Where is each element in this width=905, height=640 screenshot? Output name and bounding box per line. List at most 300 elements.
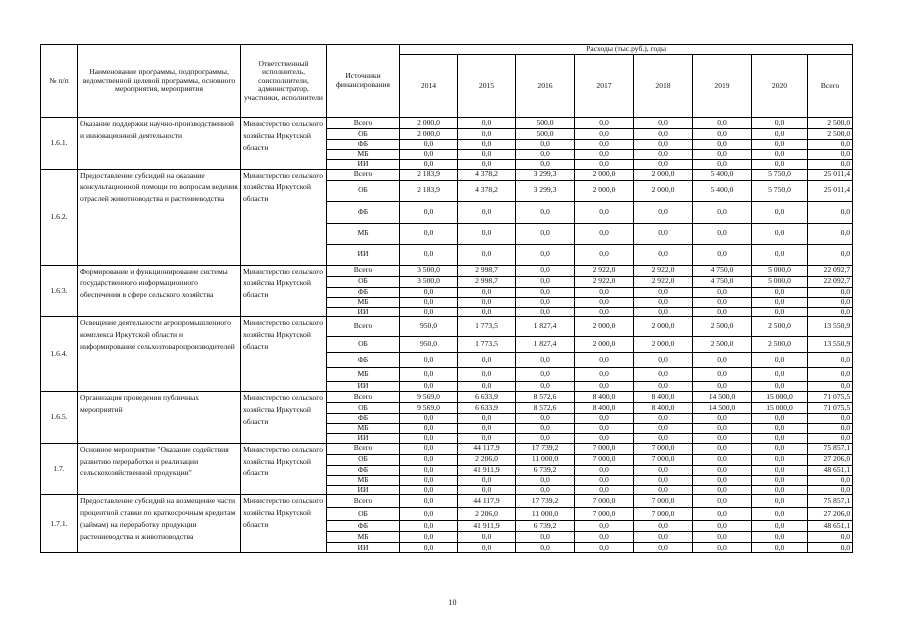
- value-cell: 41 911,9: [458, 521, 516, 532]
- value-cell: 0,0: [575, 129, 634, 140]
- funding-source: ОБ: [327, 403, 400, 414]
- funding-source: МБ: [327, 424, 400, 434]
- value-cell: 0,0: [752, 307, 808, 317]
- value-cell: 0,0: [516, 276, 575, 287]
- value-cell: 0,0: [634, 353, 693, 368]
- value-cell: 0,0: [516, 485, 575, 495]
- value-cell: 0,0: [634, 532, 693, 543]
- item-name: Формирование и функционирование системы государственного информационного обеспечения в сфере сельского хозяйства: [78, 265, 241, 317]
- value-cell: 4 750,0: [693, 265, 752, 276]
- value-cell: 2 500,0: [693, 337, 752, 353]
- value-cell: 0,0: [458, 140, 516, 150]
- value-cell: 0,0: [516, 434, 575, 444]
- funding-source: Всего: [327, 443, 400, 454]
- value-cell: 8 400,0: [634, 403, 693, 414]
- funding-source: МБ: [327, 532, 400, 543]
- item-code: 1.6.2.: [41, 169, 78, 265]
- value-cell: 0,0: [575, 118, 634, 129]
- value-cell: 0,0: [752, 160, 808, 170]
- value-cell: 0,0: [400, 201, 458, 223]
- total-cell: 0,0: [808, 414, 853, 424]
- funding-source: ИИ: [327, 160, 400, 170]
- value-cell: 0,0: [400, 244, 458, 265]
- table-row: [41, 265, 853, 276]
- value-cell: 0,0: [458, 287, 516, 297]
- item-responsible: Министерство сельского хозяйства Иркутской области: [241, 495, 327, 553]
- value-cell: 0,0: [516, 201, 575, 223]
- value-cell: 2 922,0: [575, 265, 634, 276]
- funding-source: ОБ: [327, 508, 400, 521]
- funding-source: ОБ: [327, 337, 400, 353]
- value-cell: 500,0: [516, 118, 575, 129]
- value-cell: 0,0: [634, 287, 693, 297]
- value-cell: 8 400,0: [634, 392, 693, 403]
- value-cell: 5 400,0: [693, 180, 752, 201]
- value-cell: 0,0: [634, 424, 693, 434]
- item-code: 1.6.4.: [41, 317, 78, 392]
- value-cell: 0,0: [400, 532, 458, 543]
- value-cell: 0,0: [458, 485, 516, 495]
- value-cell: 0,0: [458, 424, 516, 434]
- total-cell: 0,0: [808, 201, 853, 223]
- value-cell: 0,0: [752, 521, 808, 532]
- value-cell: 0,0: [693, 543, 752, 553]
- total-cell: 22 092,7: [808, 276, 853, 287]
- header-year: 2016: [516, 55, 575, 118]
- value-cell: 0,0: [400, 382, 458, 392]
- value-cell: 0,0: [693, 140, 752, 150]
- total-cell: 0,0: [808, 287, 853, 297]
- item-responsible: Министерство сельского хозяйства Иркутской области: [241, 265, 327, 317]
- value-cell: 0,0: [693, 353, 752, 368]
- value-cell: 5 000,0: [752, 265, 808, 276]
- total-cell: 0,0: [808, 485, 853, 495]
- value-cell: 9 569,0: [400, 392, 458, 403]
- header-year: 2015: [458, 55, 516, 118]
- value-cell: 0,0: [693, 382, 752, 392]
- value-cell: 0,0: [400, 287, 458, 297]
- value-cell: 0,0: [693, 508, 752, 521]
- value-cell: 0,0: [575, 414, 634, 424]
- value-cell: 0,0: [400, 521, 458, 532]
- value-cell: 0,0: [634, 140, 693, 150]
- total-cell: 0,0: [808, 353, 853, 368]
- value-cell: 2 000,0: [575, 337, 634, 353]
- total-cell: 0,0: [808, 244, 853, 265]
- value-cell: 17 739,2: [516, 443, 575, 454]
- funding-source: МБ: [327, 150, 400, 160]
- value-cell: 0,0: [752, 150, 808, 160]
- value-cell: 2 000,0: [634, 317, 693, 337]
- value-cell: 0,0: [693, 475, 752, 485]
- value-cell: 0,0: [634, 201, 693, 223]
- value-cell: 15 000,0: [752, 392, 808, 403]
- value-cell: 0,0: [693, 118, 752, 129]
- value-cell: 2 998,7: [458, 265, 516, 276]
- value-cell: 2 000,0: [575, 180, 634, 201]
- value-cell: 0,0: [575, 424, 634, 434]
- value-cell: 2 000,0: [400, 129, 458, 140]
- value-cell: 0,0: [516, 353, 575, 368]
- value-cell: 0,0: [400, 368, 458, 382]
- value-cell: 950,0: [400, 337, 458, 353]
- funding-source: МБ: [327, 368, 400, 382]
- value-cell: 0,0: [693, 244, 752, 265]
- value-cell: 17 739,2: [516, 495, 575, 508]
- page-number: 10: [448, 598, 457, 607]
- value-cell: 0,0: [693, 287, 752, 297]
- value-cell: 0,0: [575, 223, 634, 244]
- total-cell: 0,0: [808, 297, 853, 307]
- table-row: [41, 317, 853, 337]
- value-cell: 0,0: [752, 475, 808, 485]
- total-cell: 22 092,7: [808, 265, 853, 276]
- expenses-table: [40, 44, 853, 553]
- value-cell: 0,0: [575, 353, 634, 368]
- item-responsible: Министерство сельского хозяйства Иркутской области: [241, 118, 327, 170]
- total-cell: 75 857,1: [808, 443, 853, 454]
- value-cell: 4 378,2: [458, 169, 516, 180]
- funding-source: Всего: [327, 265, 400, 276]
- funding-source: ФБ: [327, 287, 400, 297]
- value-cell: 0,0: [752, 201, 808, 223]
- value-cell: 5 000,0: [752, 276, 808, 287]
- value-cell: 0,0: [752, 543, 808, 553]
- funding-source: ФБ: [327, 140, 400, 150]
- value-cell: 0,0: [400, 443, 458, 454]
- header-name: Наименование программы, подпрограммы, ведомственной целевой программы, основного мероприятия, мероприятия: [78, 45, 241, 118]
- value-cell: 0,0: [693, 424, 752, 434]
- value-cell: 0,0: [752, 424, 808, 434]
- total-cell: 13 550,9: [808, 337, 853, 353]
- item-responsible: Министерство сельского хозяйства Иркутской области: [241, 169, 327, 265]
- value-cell: 0,0: [575, 532, 634, 543]
- value-cell: 0,0: [400, 465, 458, 475]
- total-cell: 0,0: [808, 543, 853, 553]
- value-cell: 44 117,9: [458, 443, 516, 454]
- value-cell: 0,0: [516, 368, 575, 382]
- value-cell: 0,0: [516, 475, 575, 485]
- total-cell: 0,0: [808, 382, 853, 392]
- total-cell: 0,0: [808, 475, 853, 485]
- value-cell: 0,0: [693, 465, 752, 475]
- value-cell: 0,0: [458, 160, 516, 170]
- total-cell: 0,0: [808, 150, 853, 160]
- value-cell: 0,0: [575, 307, 634, 317]
- total-cell: 25 011,4: [808, 169, 853, 180]
- funding-source: Всего: [327, 169, 400, 180]
- item-code: 1.7.: [41, 443, 78, 495]
- value-cell: 0,0: [752, 244, 808, 265]
- value-cell: 7 000,0: [634, 454, 693, 465]
- value-cell: 6 739,2: [516, 521, 575, 532]
- value-cell: 8 400,0: [575, 392, 634, 403]
- value-cell: 0,0: [400, 543, 458, 553]
- value-cell: 2 000,0: [634, 180, 693, 201]
- value-cell: 0,0: [516, 532, 575, 543]
- value-cell: 0,0: [634, 160, 693, 170]
- value-cell: 5 750,0: [752, 180, 808, 201]
- value-cell: 1 827,4: [516, 337, 575, 353]
- header-year: 2017: [575, 55, 634, 118]
- value-cell: 0,0: [400, 495, 458, 508]
- value-cell: 0,0: [752, 495, 808, 508]
- total-cell: 27 206,0: [808, 508, 853, 521]
- value-cell: 0,0: [693, 521, 752, 532]
- value-cell: 4 750,0: [693, 276, 752, 287]
- value-cell: 0,0: [400, 454, 458, 465]
- value-cell: 0,0: [400, 160, 458, 170]
- total-cell: 0,0: [808, 532, 853, 543]
- total-cell: 27 206,0: [808, 454, 853, 465]
- table-header: [41, 45, 853, 118]
- value-cell: 0,0: [634, 244, 693, 265]
- value-cell: 0,0: [516, 307, 575, 317]
- value-cell: 6 633,9: [458, 403, 516, 414]
- value-cell: 0,0: [400, 223, 458, 244]
- value-cell: 0,0: [400, 307, 458, 317]
- value-cell: 0,0: [458, 414, 516, 424]
- value-cell: 0,0: [693, 532, 752, 543]
- value-cell: 0,0: [693, 443, 752, 454]
- value-cell: 0,0: [752, 118, 808, 129]
- value-cell: 3 500,0: [400, 276, 458, 287]
- header-year: 2019: [693, 55, 752, 118]
- value-cell: 500,0: [516, 129, 575, 140]
- value-cell: 0,0: [693, 307, 752, 317]
- value-cell: 0,0: [693, 223, 752, 244]
- value-cell: 0,0: [575, 434, 634, 444]
- value-cell: 0,0: [575, 521, 634, 532]
- funding-source: ФБ: [327, 201, 400, 223]
- value-cell: 7 000,0: [634, 443, 693, 454]
- funding-source: ИИ: [327, 485, 400, 495]
- value-cell: 0,0: [752, 368, 808, 382]
- funding-source: ИИ: [327, 307, 400, 317]
- value-cell: 0,0: [693, 297, 752, 307]
- value-cell: 8 572,6: [516, 403, 575, 414]
- value-cell: 2 922,0: [634, 265, 693, 276]
- value-cell: 0,0: [634, 521, 693, 532]
- total-cell: 0,0: [808, 307, 853, 317]
- value-cell: 0,0: [458, 223, 516, 244]
- value-cell: 2 000,0: [634, 337, 693, 353]
- item-responsible: Министерство сельского хозяйства Иркутской области: [241, 317, 327, 392]
- funding-source: ОБ: [327, 129, 400, 140]
- funding-source: ФБ: [327, 353, 400, 368]
- header-year: 2014: [400, 55, 458, 118]
- value-cell: 0,0: [400, 424, 458, 434]
- funding-source: ИИ: [327, 382, 400, 392]
- value-cell: 0,0: [400, 508, 458, 521]
- value-cell: 0,0: [752, 485, 808, 495]
- table-row: [41, 392, 853, 403]
- value-cell: 15 000,0: [752, 403, 808, 414]
- value-cell: 0,0: [752, 223, 808, 244]
- value-cell: 2 206,0: [458, 508, 516, 521]
- value-cell: 0,0: [516, 150, 575, 160]
- value-cell: 0,0: [634, 465, 693, 475]
- value-cell: 0,0: [458, 368, 516, 382]
- item-name: Предоставление субсидий на оказание консультационной помощи по вопросам ведения отраслей животноводства и растениеводства: [78, 169, 241, 265]
- table-row: [41, 118, 853, 129]
- value-cell: 0,0: [516, 414, 575, 424]
- value-cell: 0,0: [634, 118, 693, 129]
- value-cell: 0,0: [575, 150, 634, 160]
- header-source: Источники финансирования: [327, 45, 400, 118]
- item-name: Предоставление субсидий на возмещение части процентной ставки по краткосрочным кредитам (займам) на переработку продукции растениеводства и животноводства: [78, 495, 241, 553]
- total-cell: 75 857,1: [808, 495, 853, 508]
- value-cell: 0,0: [575, 160, 634, 170]
- total-cell: 2 500,0: [808, 118, 853, 129]
- value-cell: 11 000,0: [516, 508, 575, 521]
- value-cell: 7 000,0: [634, 508, 693, 521]
- item-code: 1.6.3.: [41, 265, 78, 317]
- value-cell: 41 911,9: [458, 465, 516, 475]
- table-row: [41, 169, 853, 180]
- total-cell: 48 651,1: [808, 521, 853, 532]
- value-cell: 14 500,0: [693, 403, 752, 414]
- value-cell: 0,0: [752, 508, 808, 521]
- value-cell: 0,0: [693, 201, 752, 223]
- value-cell: 0,0: [752, 465, 808, 475]
- value-cell: 2 206,0: [458, 454, 516, 465]
- value-cell: 2 000,0: [634, 169, 693, 180]
- value-cell: 0,0: [516, 297, 575, 307]
- value-cell: 0,0: [458, 201, 516, 223]
- total-cell: 71 075,5: [808, 403, 853, 414]
- value-cell: 0,0: [575, 485, 634, 495]
- item-responsible: Министерство сельского хозяйства Иркутской области: [241, 392, 327, 444]
- value-cell: 0,0: [400, 475, 458, 485]
- value-cell: 9 569,0: [400, 403, 458, 414]
- funding-source: ОБ: [327, 180, 400, 201]
- funding-source: ИИ: [327, 244, 400, 265]
- value-cell: 0,0: [752, 297, 808, 307]
- value-cell: 2 922,0: [575, 276, 634, 287]
- value-cell: 0,0: [400, 414, 458, 424]
- value-cell: 0,0: [575, 475, 634, 485]
- value-cell: 0,0: [458, 475, 516, 485]
- item-code: 1.6.1.: [41, 118, 78, 170]
- total-cell: 0,0: [808, 140, 853, 150]
- table-row: [41, 495, 853, 508]
- value-cell: 2 500,0: [693, 317, 752, 337]
- value-cell: 6 739,2: [516, 465, 575, 475]
- value-cell: 0,0: [516, 223, 575, 244]
- funding-source: Всего: [327, 118, 400, 129]
- value-cell: 0,0: [752, 454, 808, 465]
- value-cell: 44 117,9: [458, 495, 516, 508]
- value-cell: 0,0: [752, 129, 808, 140]
- value-cell: 0,0: [516, 382, 575, 392]
- value-cell: 0,0: [458, 532, 516, 543]
- value-cell: 1 827,4: [516, 317, 575, 337]
- value-cell: 0,0: [752, 434, 808, 444]
- value-cell: 0,0: [458, 382, 516, 392]
- funding-source: МБ: [327, 475, 400, 485]
- value-cell: 0,0: [693, 434, 752, 444]
- total-cell: 25 011,4: [808, 180, 853, 201]
- value-cell: 0,0: [693, 129, 752, 140]
- funding-source: Всего: [327, 495, 400, 508]
- value-cell: 3 299,3: [516, 169, 575, 180]
- value-cell: 5 400,0: [693, 169, 752, 180]
- value-cell: 6 633,9: [458, 392, 516, 403]
- value-cell: 0,0: [634, 485, 693, 495]
- value-cell: 8 572,6: [516, 392, 575, 403]
- value-cell: 0,0: [516, 424, 575, 434]
- total-cell: 0,0: [808, 160, 853, 170]
- value-cell: 0,0: [693, 414, 752, 424]
- funding-source: Всего: [327, 392, 400, 403]
- value-cell: 0,0: [400, 297, 458, 307]
- total-cell: 48 651,1: [808, 465, 853, 475]
- value-cell: 0,0: [693, 150, 752, 160]
- value-cell: 8 400,0: [575, 403, 634, 414]
- value-cell: 1 773,5: [458, 337, 516, 353]
- funding-source: ФБ: [327, 465, 400, 475]
- funding-source: МБ: [327, 223, 400, 244]
- value-cell: 1 773,5: [458, 317, 516, 337]
- funding-source: ИИ: [327, 543, 400, 553]
- value-cell: 0,0: [458, 297, 516, 307]
- value-cell: 0,0: [575, 244, 634, 265]
- value-cell: 0,0: [516, 140, 575, 150]
- value-cell: 0,0: [458, 434, 516, 444]
- value-cell: 2 183,9: [400, 169, 458, 180]
- value-cell: 0,0: [575, 465, 634, 475]
- value-cell: 7 000,0: [575, 454, 634, 465]
- value-cell: 0,0: [634, 434, 693, 444]
- total-cell: 0,0: [808, 424, 853, 434]
- header-responsible: Ответственный исполнитель, соисполнители, администратор, участники, исполнители: [241, 45, 327, 118]
- value-cell: 0,0: [400, 485, 458, 495]
- value-cell: 0,0: [634, 382, 693, 392]
- header-total: Всего: [808, 55, 853, 118]
- funding-source: ИИ: [327, 434, 400, 444]
- value-cell: 0,0: [516, 244, 575, 265]
- value-cell: 0,0: [400, 353, 458, 368]
- value-cell: 0,0: [575, 543, 634, 553]
- value-cell: 0,0: [634, 475, 693, 485]
- value-cell: 7 000,0: [634, 495, 693, 508]
- value-cell: 2 000,0: [400, 118, 458, 129]
- value-cell: 0,0: [575, 201, 634, 223]
- value-cell: 950,0: [400, 317, 458, 337]
- value-cell: 0,0: [400, 150, 458, 160]
- value-cell: 0,0: [752, 140, 808, 150]
- value-cell: 0,0: [752, 382, 808, 392]
- header-year: 2020: [752, 55, 808, 118]
- value-cell: 0,0: [458, 118, 516, 129]
- value-cell: 0,0: [575, 382, 634, 392]
- value-cell: 0,0: [400, 140, 458, 150]
- table-body: [41, 118, 853, 553]
- value-cell: 0,0: [634, 307, 693, 317]
- value-cell: 2 500,0: [752, 337, 808, 353]
- funding-source: МБ: [327, 297, 400, 307]
- value-cell: 0,0: [693, 495, 752, 508]
- value-cell: 0,0: [752, 353, 808, 368]
- value-cell: 0,0: [516, 265, 575, 276]
- item-name: Основное мероприятие "Оказание содействия развитию переработки и реализации сельскохозяйственной продукции": [78, 443, 241, 495]
- value-cell: 11 000,0: [516, 454, 575, 465]
- value-cell: 0,0: [458, 353, 516, 368]
- value-cell: 0,0: [516, 160, 575, 170]
- value-cell: 0,0: [693, 160, 752, 170]
- value-cell: 2 500,0: [752, 317, 808, 337]
